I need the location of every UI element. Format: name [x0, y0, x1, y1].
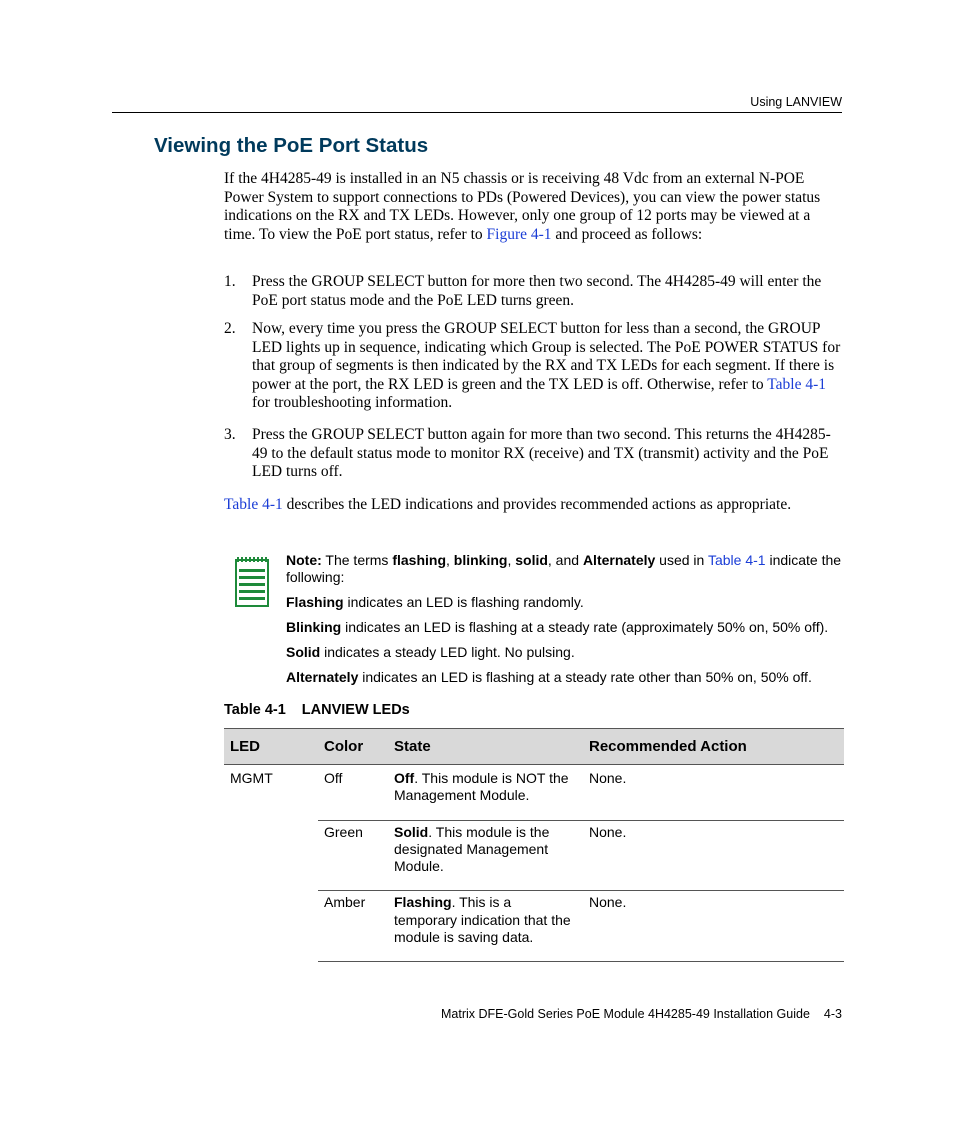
- state-text: . This module is NOT the Management Module.: [394, 770, 569, 804]
- step-text: Press the GROUP SELECT button for more then two second. The 4H4285-49 will enter the PoE port status mode and the PoE LED turns green.: [252, 273, 822, 309]
- definition-term: Blinking: [286, 619, 342, 635]
- state-text: . This is a temporary indication that the module is saving data.: [394, 894, 571, 946]
- definition-text: indicates a steady LED light. No pulsing.: [320, 644, 575, 660]
- term-alternately: Alternately: [582, 552, 656, 568]
- term-flashing: flashing: [392, 552, 446, 568]
- definition-solid: [286, 644, 846, 661]
- definition-term: Solid: [286, 644, 321, 660]
- step-text: Now, every time you press the GROUP SELECT button for less than a second, the GROUP LED lights up in sequence, indicating which Group is selected. The PoE POWER STATUS for that group of segments is then indicated by the RX and TX LEDs for each segment. If there is power at the port, the RX LED is green and the TX LED is off. Otherwise, refer to: [252, 320, 841, 393]
- step-body: [252, 320, 844, 413]
- column-header-action: Recommended Action: [583, 729, 844, 765]
- definition-term: Flashing: [286, 594, 344, 610]
- table-caption: [224, 702, 410, 718]
- definition-blinking: [286, 619, 846, 636]
- header-rule: [112, 112, 842, 113]
- definition-text: indicates an LED is flashing at a steady rate (approximately 50% on, 50% off).: [341, 619, 829, 635]
- page-number: 4-3: [823, 1007, 842, 1021]
- step-1: [224, 273, 844, 310]
- step-number: 2.: [224, 320, 236, 337]
- action-cell: None.: [583, 820, 844, 891]
- table-caption-number: Table 4-1: [224, 702, 286, 718]
- table-reference-paragraph: [224, 496, 844, 515]
- definition-text: indicates an LED is flashing at a steady rate other than 50% on, 50% off.: [358, 669, 812, 685]
- table-link[interactable]: Table 4-1: [224, 496, 283, 513]
- column-header-state: State: [388, 729, 583, 765]
- definition-term: Alternately: [286, 669, 359, 685]
- term-solid: solid: [515, 552, 548, 568]
- step-number: 3.: [224, 426, 236, 443]
- note-label: Note:: [286, 552, 322, 568]
- definition-alternately: [286, 669, 846, 686]
- note-text-part: The terms: [321, 552, 393, 568]
- page-header-text: Using LANVIEW: [750, 95, 842, 109]
- step-text: Press the GROUP SELECT button again for more than two second. This returns the 4H4285-49 to the default status mode to monitor RX (receive) and TX (transmit) activity and the PoE LED turns off.: [252, 426, 831, 481]
- state-cell: [388, 765, 583, 821]
- note-text: [286, 552, 846, 587]
- note-text-part: indicate the following:: [286, 552, 842, 586]
- intro-text-end: and proceed as follows:: [551, 225, 703, 243]
- section-title: Viewing the PoE Port Status: [154, 134, 429, 157]
- table-header-row: [224, 729, 844, 765]
- led-cell: MGMT: [230, 770, 273, 786]
- state-keyword: Off: [394, 770, 415, 786]
- term-blinking: blinking: [453, 552, 508, 568]
- state-cell: [388, 820, 583, 891]
- color-cell: Amber: [318, 891, 388, 962]
- note-separator: ,: [446, 552, 454, 568]
- state-keyword: Solid: [394, 823, 429, 840]
- state-text: . This module is the designated Management Module.: [394, 823, 550, 875]
- state-cell: [388, 891, 583, 962]
- column-header-led: LED: [224, 729, 318, 765]
- page-footer: [441, 1007, 842, 1021]
- note-separator: , and: [547, 552, 583, 568]
- state-keyword: Flashing: [394, 894, 452, 911]
- note-text-part: used in: [655, 552, 708, 568]
- definition-text: indicates an LED is flashing randomly.: [343, 594, 584, 610]
- definition-flashing: [286, 594, 846, 611]
- color-cell: Off: [324, 770, 343, 786]
- table-caption-title: LANVIEW LEDs: [301, 702, 410, 718]
- table-row: [224, 765, 844, 821]
- step-text-end: for troubleshooting information.: [252, 394, 453, 412]
- figure-link[interactable]: Figure 4-1: [486, 225, 552, 243]
- lanview-led-table: [224, 728, 844, 962]
- color-cell: Green: [318, 820, 388, 891]
- action-cell: None.: [583, 891, 844, 962]
- step-number: 1.: [224, 273, 236, 290]
- notepad-icon: [234, 556, 270, 608]
- table-link[interactable]: Table 4-1: [767, 375, 826, 393]
- intro-text: If the 4H4285-49 is installed in an N5 chassis or is receiving 48 Vdc from an external N-POE Power System to support connections to PDs (Powered Devices), you can view the power status indications on the RX and TX LEDs. However, only one group of 12 ports may be viewed at a time. To view the PoE port status, refer to: [224, 170, 821, 243]
- table-reference-text: describes the LED indications and provides recommended actions as appropriate.: [282, 496, 792, 513]
- table-link[interactable]: Table 4-1: [707, 552, 766, 568]
- intro-paragraph: [224, 170, 844, 244]
- column-header-color: Color: [318, 729, 388, 765]
- step-2: [224, 320, 844, 413]
- note-separator: ,: [507, 552, 516, 568]
- footer-title: Matrix DFE-Gold Series PoE Module 4H4285-49 Installation Guide: [440, 1007, 810, 1021]
- action-cell: None.: [589, 770, 627, 786]
- step-3: [224, 426, 844, 482]
